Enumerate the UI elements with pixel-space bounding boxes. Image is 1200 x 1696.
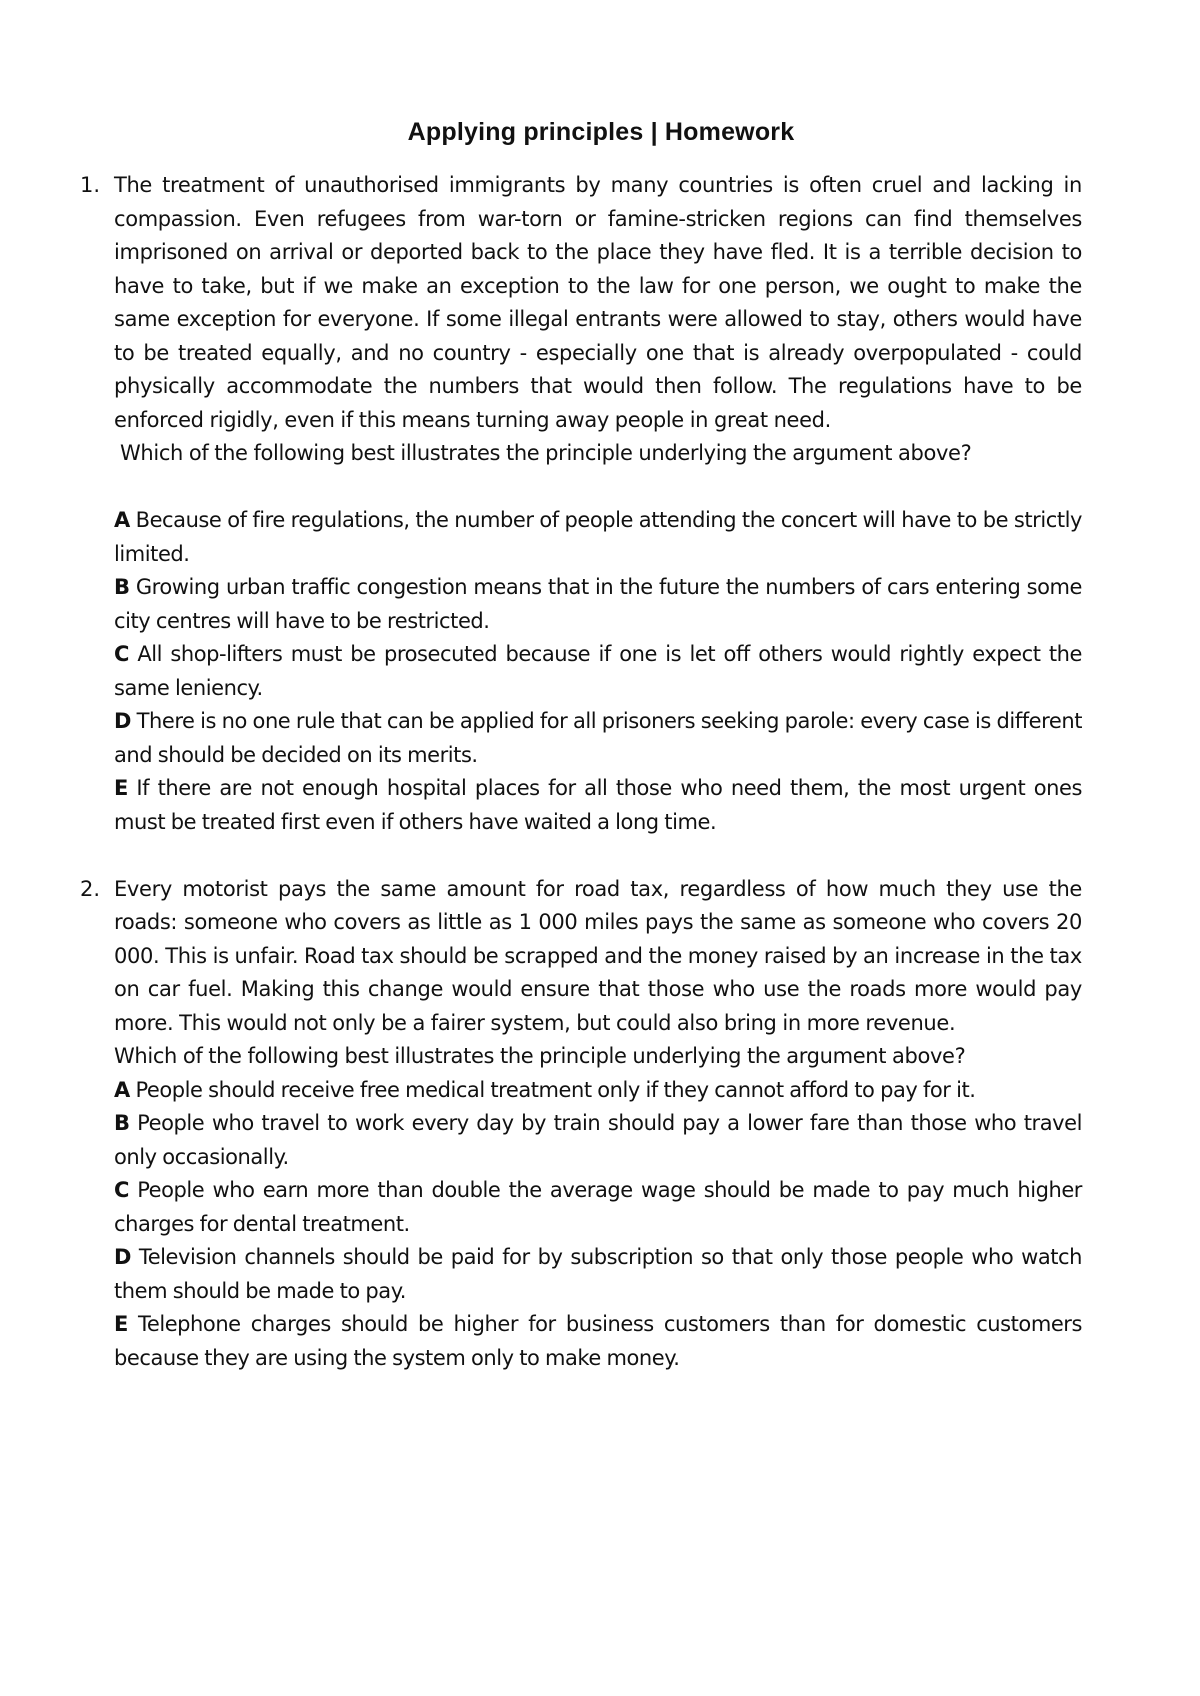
- answer-option-c: [114, 638, 1082, 705]
- question-prompt: Which of the following best illustrates the principle underlying the argument above?: [114, 1044, 966, 1068]
- option-letter: C: [114, 1178, 129, 1202]
- answer-option-d: [114, 705, 1082, 772]
- option-text: Because of fire regulations, the number of people attending the concert will have to be strictly limited.: [114, 508, 1082, 566]
- option-text: Television channels should be paid for by subscription so that only those people who watch them should be made to pay.: [114, 1245, 1082, 1303]
- option-text: People who earn more than double the average wage should be made to pay much higher charges for dental treatment.: [114, 1178, 1082, 1236]
- question-2: [80, 873, 1082, 1376]
- page-title: Applying principles | Homework: [407, 118, 795, 146]
- answer-option-e: [114, 772, 1082, 839]
- option-letter: A: [114, 1077, 130, 1102]
- question-1: [80, 169, 1082, 839]
- option-letter: B: [114, 1111, 130, 1135]
- answer-option-d: [114, 1241, 1082, 1308]
- option-text: Telephone charges should be higher for business customers than for domestic customers because they are using the system only to make money.: [114, 1312, 1082, 1370]
- answer-option-b: [114, 571, 1082, 638]
- question-prompt: Which of the following best illustrates the principle underlying the argument above?: [120, 441, 972, 465]
- option-text: People who travel to work every day by train should pay a lower fare than those who travel only occasionally.: [114, 1111, 1082, 1169]
- option-letter: E: [114, 1312, 128, 1336]
- answer-option-a: [114, 1074, 1082, 1108]
- option-letter: D: [114, 709, 131, 733]
- question-text: The treatment of unauthorised immigrants by many countries is often cruel and lacking in compassion. Even refugees from war-torn or famine-stricken regions can find themselves imprisoned on arrival or deported back to the place they have fled. It is a terrible decision to have to take, but if we make an exception to the law for one person, we ought to make the same exception for everyone. If some illegal entrants were allowed to stay, others would have to be treated equally, and no country - especially one that is already overpopulated - could physically accommodate the numbers that would then follow. The regulations have to be enforced rigidly, even if this means turning away people in great need.: [114, 173, 1082, 432]
- option-letter: E: [114, 776, 128, 800]
- option-text: All shop-lifters must be prosecuted because if one is let off others would rightly expect the same leniency.: [114, 642, 1082, 700]
- answer-option-b: [114, 1107, 1082, 1174]
- spacer: [114, 471, 1082, 505]
- option-text: There is no one rule that can be applied for all prisoners seeking parole: every case is different and should be decided on its merits.: [114, 709, 1082, 767]
- question-number: 1.: [80, 173, 101, 197]
- answer-option-c: [114, 1174, 1082, 1241]
- option-letter: C: [114, 642, 129, 666]
- question-text: Every motorist pays the same amount for road tax, regardless of how much they use the roads: someone who covers as little as 1 000 miles pays the same as someone who covers 20 000. This is unfair. Road tax should be scrapped and the money raised by an increase in the tax on car fuel. Making this change would ensure that those who use the roads more would pay more. This would not only be a fairer system, but could also bring in more revenue.: [114, 876, 1082, 1035]
- option-text: People should receive free medical treatment only if they cannot afford to pay for it.: [135, 1077, 976, 1102]
- answer-option-e: [114, 1308, 1082, 1375]
- option-text: If there are not enough hospital places for all those who need them, the most urgent ones must be treated first even if others have waited a long time.: [114, 776, 1082, 834]
- option-letter: D: [114, 1245, 131, 1269]
- question-number: 2.: [80, 876, 101, 901]
- option-letter: A: [114, 508, 130, 532]
- answer-option-a: [114, 504, 1082, 571]
- option-text: Growing urban traffic congestion means that in the future the numbers of cars entering some city centres will have to be restricted.: [114, 575, 1082, 633]
- option-letter: B: [114, 575, 130, 599]
